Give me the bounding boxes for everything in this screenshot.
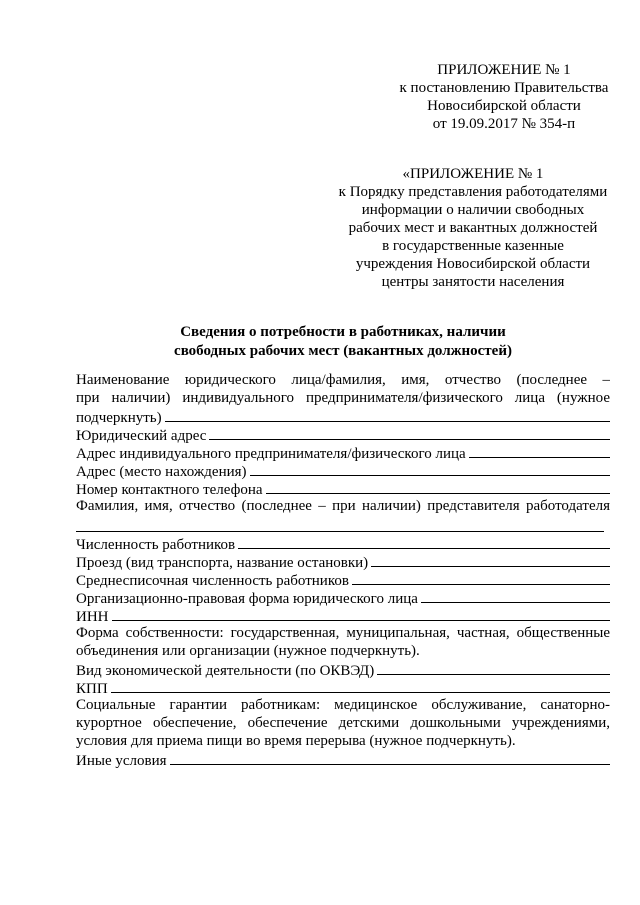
annex-procedure-line: «ПРИЛОЖЕНИЕ № 1 [402, 166, 544, 182]
social-guarantees-line1: Социальные гарантии работникам: медицинское обслуживание, санаторно- [76, 697, 610, 713]
location-address-field[interactable] [250, 461, 610, 476]
okved-field[interactable] [377, 660, 610, 675]
other-conditions-label: Иные условия [76, 753, 167, 769]
employer-form [76, 371, 610, 768]
annex-procedure-line: центры занятости населения [381, 274, 565, 290]
legal-address-row [76, 425, 610, 443]
annex-header-line: от 19.09.2017 № 354-п [432, 116, 576, 132]
annex-header-line: Новосибирской области [427, 98, 581, 114]
annex-header-line: ПРИЛОЖЕНИЕ № 1 [437, 62, 571, 78]
document-title-line: Сведения о потребности в работниках, наличии [180, 324, 506, 340]
location-address-label: Адрес (место нахождения) [76, 464, 247, 480]
document-title-line: свободных рабочих мест (вакантных должностей) [174, 343, 512, 359]
entrepreneur-address-row [76, 443, 610, 461]
annex-procedure-line: к Порядку представления работодателями [338, 184, 608, 200]
annex-procedure-line: рабочих мест и вакантных должностей [348, 220, 598, 236]
annex-procedure-line: учреждения Новосибирской области [355, 256, 591, 272]
inn-label: ИНН [76, 609, 109, 625]
other-conditions-row [76, 750, 610, 768]
social-guarantees-line3: условия для приема пищи во время перерыва (нужное подчеркнуть). [76, 733, 516, 749]
social-guarantees-line2: курортное обеспечение, обеспечение детскими дошкольными учреждениями, [76, 715, 610, 731]
legal-form-row [76, 588, 610, 606]
kpp-label: КПП [76, 681, 108, 697]
ownership-row [76, 642, 610, 660]
legal-name-label-line1: Наименование юридического лица/фамилия, имя, отчество (последнее – [76, 372, 610, 388]
phone-field[interactable] [266, 479, 610, 494]
annex-procedure-line: в государственные казенные [382, 238, 564, 254]
representative-field[interactable] [76, 517, 604, 532]
kpp-row [76, 678, 610, 696]
legal-form-label: Организационно-правовая форма юридического лица [76, 591, 418, 607]
inn-row [76, 606, 610, 624]
social-guarantees-row [76, 732, 610, 750]
document-title [76, 323, 610, 361]
phone-row [76, 479, 610, 497]
transport-label: Проезд (вид транспорта, название остановки) [76, 555, 369, 571]
phone-label: Номер контактного телефона [76, 482, 263, 498]
average-headcount-field[interactable] [352, 570, 610, 585]
average-headcount-row [76, 570, 610, 588]
legal-form-field[interactable] [421, 588, 610, 603]
legal-name-label-line3: подчеркнуть) [76, 410, 162, 426]
transport-row [76, 552, 610, 570]
legal-address-field[interactable] [209, 425, 610, 440]
transport-field[interactable] [371, 552, 610, 567]
employee-count-row [76, 534, 610, 552]
location-address-row [76, 461, 610, 479]
entrepreneur-address-field[interactable] [469, 443, 610, 458]
annex-procedure-line: информации о наличии свободных [361, 202, 585, 218]
legal-address-label: Юридический адрес [76, 428, 207, 444]
other-conditions-field[interactable] [170, 750, 611, 765]
annex-procedure [318, 165, 628, 291]
representative-label: Фамилия, имя, отчество (последнее – при наличии) представителя работодателя [76, 498, 610, 514]
okved-label: Вид экономической деятельности (по ОКВЭД) [76, 663, 375, 679]
average-headcount-label: Среднесписочная численность работников [76, 573, 349, 589]
entrepreneur-address-label: Адрес индивидуального предпринимателя/физического лица [76, 446, 466, 462]
annex-header-line: к постановлению Правительства [399, 80, 609, 96]
employee-count-label: Численность работников [76, 537, 236, 553]
ownership-label-line1: Форма собственности: государственная, муниципальная, частная, общественные [76, 625, 610, 641]
kpp-field[interactable] [111, 678, 610, 693]
ownership-label-line2: объединения или организации (нужное подчеркнуть). [76, 643, 420, 659]
legal-name-row [76, 407, 610, 425]
okved-row [76, 660, 610, 678]
legal-name-field[interactable] [165, 407, 610, 422]
legal-name-label-line2: при наличии) индивидуального предпринимателя/физического лица (нужное [76, 390, 610, 406]
inn-field[interactable] [112, 606, 611, 621]
employee-count-field[interactable] [238, 534, 610, 549]
annex-header [384, 61, 624, 133]
